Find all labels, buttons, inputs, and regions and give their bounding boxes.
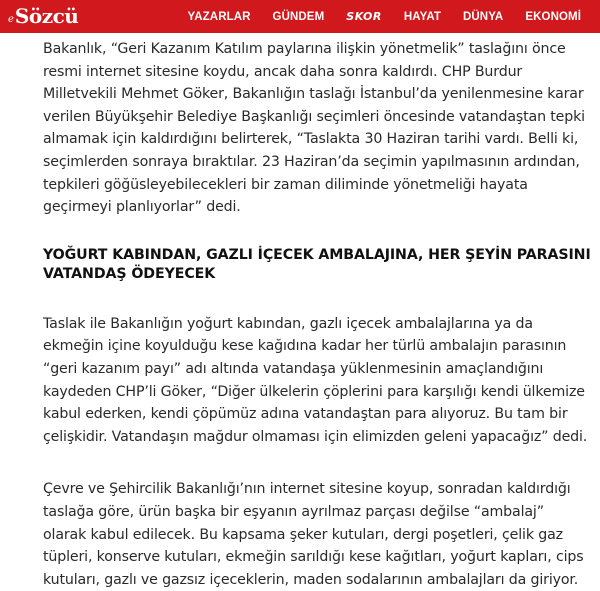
article-paragraph-1: Bakanlık, “Geri Kazanım Katılım paylarına ilişkin yönetmelik” taslağını önce resmi internet sitesine koydu, ancak daha sonra kaldırdı. CHP Burdur Milletvekili Mehmet Göker, Bakanlığın taslağı İstanbul’da yenilenmesine karar verilen Büyükşehir Belediye Başkanlığı seçimleri öncesinde vatandaştan tepki almamak için kaldırdığını belirterek, “Taslakta 30 Haziran tarihi vardı. Belli ki, seçimlerden sonraya bıraktılar. 23 Haziran’da seçimin yapılmasının ardından, tepkileri göğüsleyebilecekleri bir zaman diliminde yönetmeliği hayata geçirmeyi planlıyorlar” dedi. <box>43 41 585 216</box>
top-navigation-bar <box>0 0 600 33</box>
nav-item-ekonomi[interactable]: EKONOMİ <box>525 10 581 23</box>
sozcu-logo[interactable] <box>8 4 78 28</box>
nav-item-gundem[interactable]: GÜNDEM <box>272 10 325 23</box>
nav-item-yazarlar[interactable]: YAZARLAR <box>187 10 251 23</box>
nav-item-dunya[interactable]: DÜNYA <box>463 10 504 23</box>
article-body <box>43 34 591 591</box>
article-paragraph-3: Çevre ve Şehircilik Bakanlığı’nın internet sitesine koyup, sonradan kaldırdığı taslağa göre, ürün başka bir eşyanın ayrılmaz parçası değilse “ambalaj” olarak kabul edilecek. Bu kapsama şeker kutuları, dergi poşetleri, çelik gaz tüpleri, konserve kutuları, ekmeğin sarıldığı kese kağıtları, yoğurt kapları, cips kutuları, gazlı ve gazsız içeceklerin, maden sodalarının ambalajları da giriyor. <box>43 481 584 588</box>
logo-name: Sözcü <box>14 4 79 28</box>
article-paragraph-2: Taslak ile Bakanlığın yoğurt kabından, gazlı içecek ambalajlarına ya da ekmeğin içine koyulduğu kese kağıdına kadar her türlü ambalajın parasının “geri kazanım payı” adı altında vatandaşa yüklenmesinin amaçlandığını kaydeden CHP’li Göker, “Diğer ülkelerin çöplerini para karşılığı kendi ülkemize kabul ederken, kendi çöpümüz adına vatandaştan para alıyoruz. Bu tam bir çelişkidir. Vatandaşın mağdur olmaması için elimizden geleni yapacağız” dedi. <box>43 315 588 445</box>
logo-prefix: e <box>8 14 14 25</box>
nav-item-hayat[interactable]: HAYAT <box>403 10 441 23</box>
article-subheading: YOĞURT KABINDAN, GAZLI İÇECEK AMBALAJINA, HER ŞEYİN PARASINI VATANDAŞ ÖDEYECEK <box>43 246 591 283</box>
nav-item-skor[interactable]: SKOR <box>346 10 382 23</box>
main-nav <box>177 0 592 33</box>
